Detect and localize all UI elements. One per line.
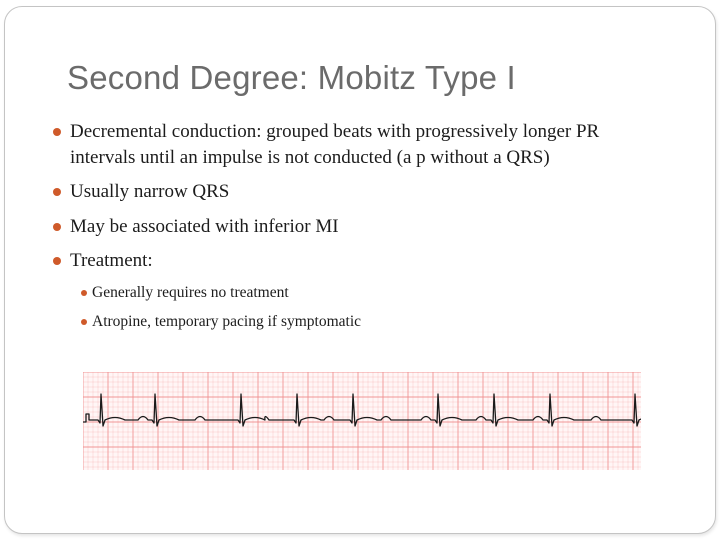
bullet-item [53, 214, 653, 240]
bullet-text: Decremental conduction: grouped beats with progressively longer PR intervals until an impulse is not conducted (a p without a QRS) [70, 121, 600, 168]
sub-bullet-text: Atropine, temporary pacing if symptomatic [92, 312, 362, 330]
bullet-marker-icon [53, 188, 61, 196]
bullet-text: Usually narrow QRS [70, 181, 230, 202]
bullet-item [53, 119, 653, 170]
sub-bullet-item [81, 312, 653, 332]
bullet-marker-icon [81, 319, 87, 325]
sub-bullet-text: Generally requires no treatment [92, 283, 289, 301]
bullet-marker-icon [53, 257, 61, 265]
bullet-marker-icon [81, 290, 87, 296]
bullet-list [53, 119, 653, 341]
ecg-rhythm-strip-image [83, 372, 641, 470]
slide [4, 6, 716, 534]
bullet-text: May be associated with inferior MI [70, 215, 339, 237]
bullet-marker-icon [53, 128, 61, 136]
bullet-marker-icon [53, 223, 61, 231]
bullet-item [53, 179, 653, 205]
bullet-text: Treatment: [70, 250, 153, 271]
sub-bullet-item [81, 283, 653, 303]
bullet-item [53, 248, 653, 274]
slide-title: Second Degree: Mobitz Type I [67, 59, 516, 96]
